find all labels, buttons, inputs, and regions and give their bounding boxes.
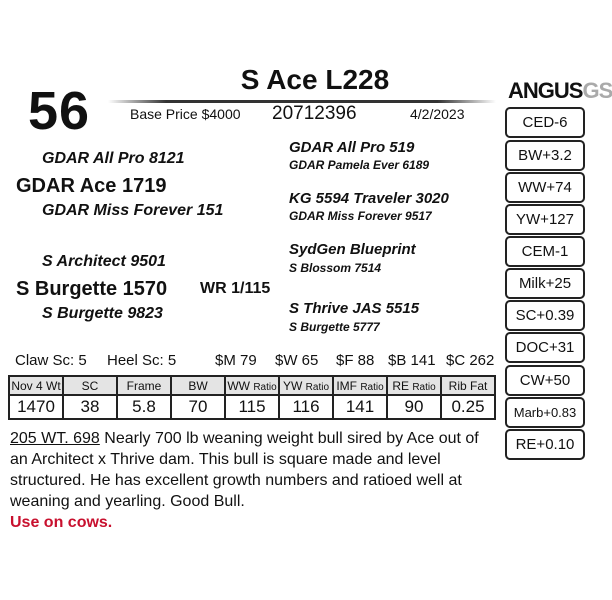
epd-re: RE+0.10 xyxy=(505,429,585,460)
value-cell: 70 xyxy=(171,395,225,419)
header-cell: YW Ratio xyxy=(279,376,333,395)
base-price: Base Price $4000 xyxy=(130,106,241,122)
index-c: $C 262 xyxy=(446,352,495,369)
value-cell: 1470 xyxy=(9,395,63,419)
epd-ced: CED-6 xyxy=(505,107,585,138)
header-cell: WW Ratio xyxy=(225,376,279,395)
usage-note: Use on cows. xyxy=(10,514,113,531)
value-cell: 115 xyxy=(225,395,279,419)
pedigree-dam-dam: S Burgette 9823 xyxy=(42,305,163,322)
header-cell: RE Ratio xyxy=(387,376,441,395)
breed-logo-suffix: GS xyxy=(582,78,612,103)
header-cell: SC xyxy=(63,376,117,395)
epd-marb: Marb+0.83 xyxy=(505,397,585,428)
value-cell: 141 xyxy=(333,395,387,419)
index-b: $B 141 xyxy=(388,352,436,369)
lot-number: 56 xyxy=(28,81,91,141)
epd-cw: CW+50 xyxy=(505,365,585,396)
epd-milk: Milk+25 xyxy=(505,268,585,299)
pedigree-g8: S Burgette 5777 xyxy=(289,320,380,334)
epd-yw: YW+127 xyxy=(505,204,585,235)
epd-bw: BW+3.2 xyxy=(505,140,585,171)
pedigree-dam-wr: WR 1/115 xyxy=(200,280,271,297)
birth-date: 4/2/2023 xyxy=(410,106,465,122)
pedigree-dam-sire: S Architect 9501 xyxy=(42,253,166,270)
pedigree-g2: GDAR Pamela Ever 6189 xyxy=(289,158,430,172)
value-cell: 116 xyxy=(279,395,333,419)
description-text: Nearly 700 lb weaning weight bull sired by Ace out of an Architect x Thrive dam. This bull is square made and level structured. He has excellent growth numbers and ratioed well at weaning and yearling. Good Bull. xyxy=(10,430,479,510)
index-f: $F 88 xyxy=(336,352,375,369)
pedigree-sire-dam: GDAR Miss Forever 151 xyxy=(42,202,224,219)
pedigree-g4: GDAR Miss Forever 9517 xyxy=(289,209,432,223)
table-header-row xyxy=(9,376,495,395)
header-cell: IMF Ratio xyxy=(333,376,387,395)
epd-doc: DOC+31 xyxy=(505,332,585,363)
pedigree-g7: S Thrive JAS 5515 xyxy=(289,300,420,317)
breed-logo xyxy=(508,78,612,104)
performance-table xyxy=(8,375,496,420)
epd-sc: SC+0.39 xyxy=(505,300,585,331)
heel-score: Heel Sc: 5 xyxy=(107,352,177,369)
value-cell: 0.25 xyxy=(441,395,495,419)
pedigree-dam: S Burgette 1570 xyxy=(16,278,168,300)
epd-ww: WW+74 xyxy=(505,172,585,203)
pedigree-g6: S Blossom 7514 xyxy=(289,261,382,275)
header-cell: Rib Fat xyxy=(441,376,495,395)
index-m: $M 79 xyxy=(215,352,257,369)
registration-number: 20712396 xyxy=(272,103,357,124)
pedigree-sire-sire: GDAR All Pro 8121 xyxy=(42,150,185,167)
breed-logo-main: ANGUS xyxy=(508,78,583,103)
claw-score: Claw Sc: 5 xyxy=(15,352,87,369)
pedigree-g3: KG 5594 Traveler 3020 xyxy=(289,190,449,207)
value-cell: 90 xyxy=(387,395,441,419)
value-cell: 5.8 xyxy=(117,395,171,419)
description xyxy=(10,428,495,533)
header-cell: Nov 4 Wt xyxy=(9,376,63,395)
value-cell: 38 xyxy=(63,395,117,419)
pedigree-g5: SydGen Blueprint xyxy=(289,241,416,258)
table-value-row xyxy=(9,395,495,419)
pedigree-sire: GDAR Ace 1719 xyxy=(16,175,167,197)
weaning-weight: 205 WT. 698 xyxy=(10,430,100,447)
header-cell: Frame xyxy=(117,376,171,395)
animal-name: S Ace L228 xyxy=(240,64,390,95)
epd-cem: CEM-1 xyxy=(505,236,585,267)
pedigree-g1: GDAR All Pro 519 xyxy=(289,139,415,156)
index-w: $W 65 xyxy=(275,352,319,369)
header-cell: BW xyxy=(171,376,225,395)
